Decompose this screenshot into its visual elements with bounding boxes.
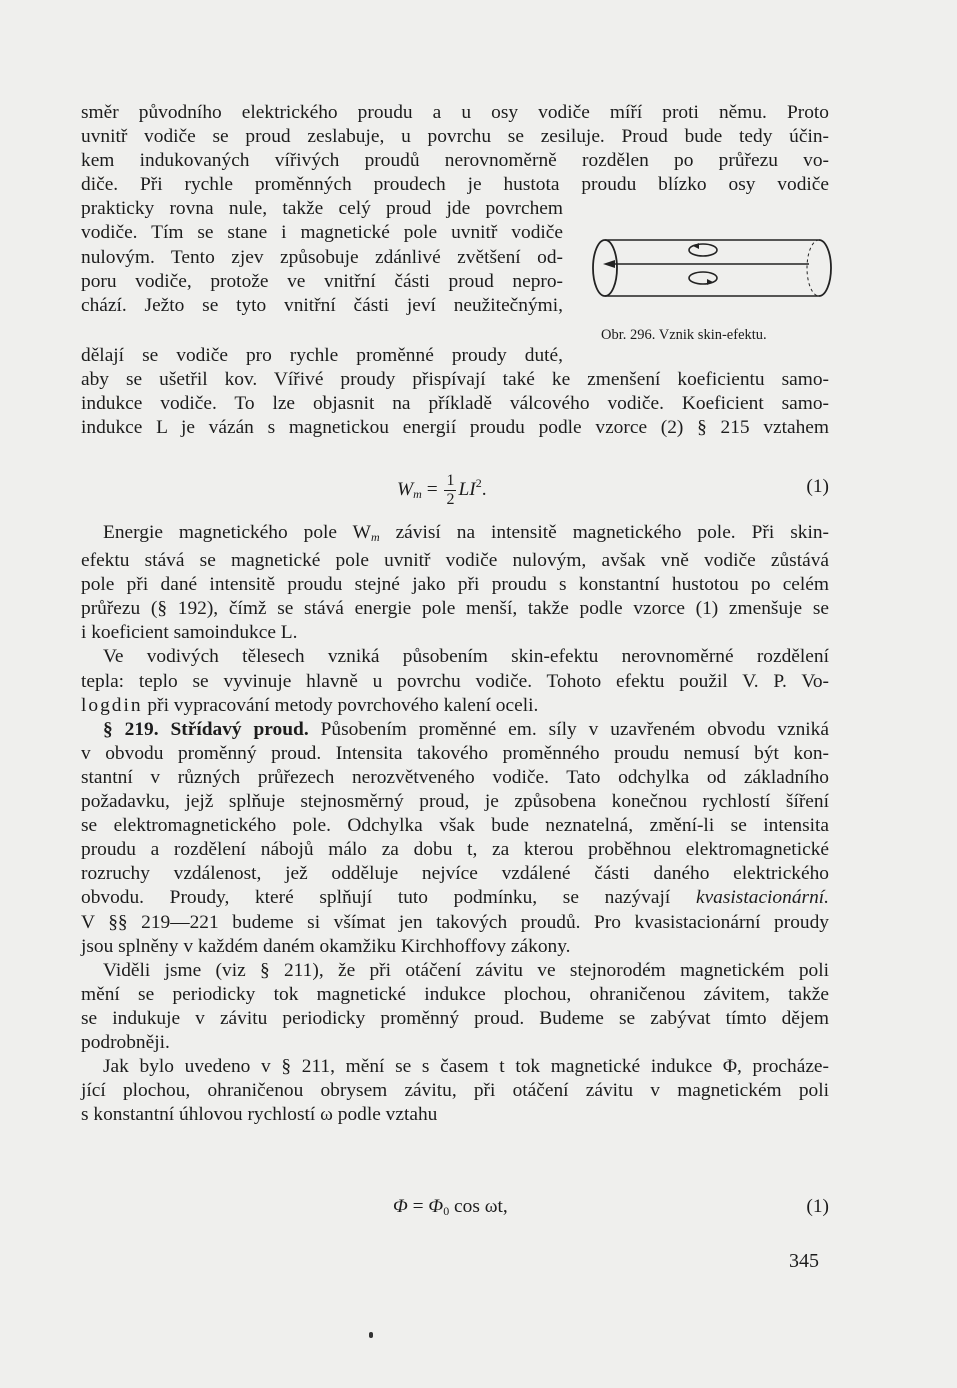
text-line: s konstantní úhlovou rychlostí ω podle vztahu [81,1104,438,1126]
formula-energy: $W_m$ = $\frac{1}{2}$ $LI^2$. (1) [397,472,829,508]
text-line: se indukuje v závitu periodicky proměnný proud. Budeme se zabývat tímto dějem [81,1007,829,1029]
text-line: Jak bylo uvedeno v § 211, mění se s časem t tok magnetické indukce Φ, procháze- [103,1056,829,1078]
text-line: průřezu (§ 192), čímž se stává energie pole menší, takže podle vzorce (1) zmenšuje se [81,598,829,620]
text-line: pole při dané intensitě proudu stejné jako při proudu s konstantní hustotou po celém [81,574,829,596]
text-line: nulovým. Tento zjev způsobuje zdánlivé zvětšení od- [81,246,563,268]
text-line: rozruchy vzdálenost, jež odděluje nejvíce vzdálené části daného elektrického [81,863,829,885]
text-line: dělají se vodiče pro rychle proměnné proudy duté, [81,345,563,366]
text-line: indukce vodiče. To lze objasnit na příkladě válcového vodiče. Koeficient samo- [81,393,829,415]
fraction: $\frac{1}{2}$ [446,472,455,508]
text-line: efektu stává se magnetické pole uvnitř vodiče nulovým, avšak vně vodiče zůstává [81,550,829,572]
text-line: indukce L je vázán s magnetickou energií proudu podle vzorce (2) § 215 vztahem [81,417,829,439]
text-line: aby se ušetřil kov. Vířivé proudy přispívají také ke zmenšení koeficientu samo- [81,369,829,391]
text-line: chází. Ježto se tyto vnitřní části jeví neužitečnými, [81,294,563,316]
text-line: vodiče. Tím se stane i magnetické pole uvnitř vodiče [81,222,563,244]
ink-speck [369,1332,373,1338]
page-number: 345 [789,1250,819,1272]
text-line: proudu a rozdělení nábojů málo za dobu t, za kterou proběhnou elektromagnetické [81,839,829,861]
text-line: poru vodiče, protože ve vnitřní části proud nepro- [81,270,563,292]
text-line: jsou splněny v každém daném okamžiku Kirchhoffovy zákony. [81,935,571,957]
text-line: Energie magnetického pole $W_m$ závisí na intensitě magnetického pole. Při skin- [103,522,829,544]
formula-lhs: W [397,478,414,500]
text-line: logdin při vypracování metody povrchového kalení oceli. [81,694,539,716]
formula-flux: $\Phi = \Phi_0$ cos ωt, (1) [393,1196,829,1218]
text-line: obvodu. Proudy, které splňují tuto podmínku, se nazývají kvasistacionární. [81,887,829,909]
text-block-body [81,521,829,1127]
text-line: jící plochou, ohraničenou obrysem závitu, při otáčení závitu v magnetickém poli [81,1080,829,1102]
equation-number: (1) [806,476,829,497]
text-block-after-figure [81,344,829,440]
text-line: požadavku, jejž splňuje stejnosměrný proud, je způsobena konečnou rychlostí šíření [81,791,829,813]
text-line: Viděli jsme (viz § 211), že při otáčení závitu ve stejnorodém magnetickém poli [103,959,829,981]
text-line: uvnitř vodiče se proud zeslabuje, u povrchu se zesiluje. Proud bude tedy účin- [81,126,829,148]
section-heading: § 219. Střídavý proud. [103,718,309,740]
text-line: se elektromagnetického pole. Odchylka však bude neznatelná, změní-li se intensita [81,815,829,837]
text-line: stantní v různých průřezech nerozvětveného vodiče. Tato odchylka od základního [81,766,829,788]
text-line: mění se periodicky tok magnetické indukce plochou, ohraničenou závitem, takže [81,983,829,1005]
text-line: prakticky rovna nule, takže celý proud jde povrchem [81,198,563,220]
text-line: v obvodu proměnný proud. Intensita takového proměnného proudu nemusí být kon- [81,742,829,764]
formula-lhs: Φ [393,1196,408,1217]
text-line: V §§ 219—221 budeme si všímat jen takových proudů. Pro kvasistacionární proudy [81,911,829,933]
text-line: směr původního elektrického proudu a u osy vodiče míří proti němu. Proto [81,102,829,123]
text-line: Ve vodivých tělesech vzniká působením skin-efektu nerovnoměrné rozdělení [103,646,829,668]
text-line: kem indukovaných vířivých proudů nerovnoměrně rozdělen po průřezu vo- [81,150,829,172]
text-line: tepla: teplo se vyvinuje hlavně u povrchu vodiče. Tohoto efektu použil V. P. Vo- [81,670,829,692]
text-line: § 219. Střídavý proud. Působením proměnné em. síly v uzavřeném obvodu vzniká [103,718,829,740]
figure-caption: Obr. 296. Vznik skin-efektu. [601,327,767,343]
text-line: diče. Při rychle proměnných proudech je hustota proudu blízko osy vodiče [81,174,829,196]
conductor-diagram [583,238,839,328]
equation-number: (1) [806,1196,829,1217]
text-line: i koeficient samoindukce L. [81,622,298,644]
text-line: podrobněji. [81,1031,170,1053]
